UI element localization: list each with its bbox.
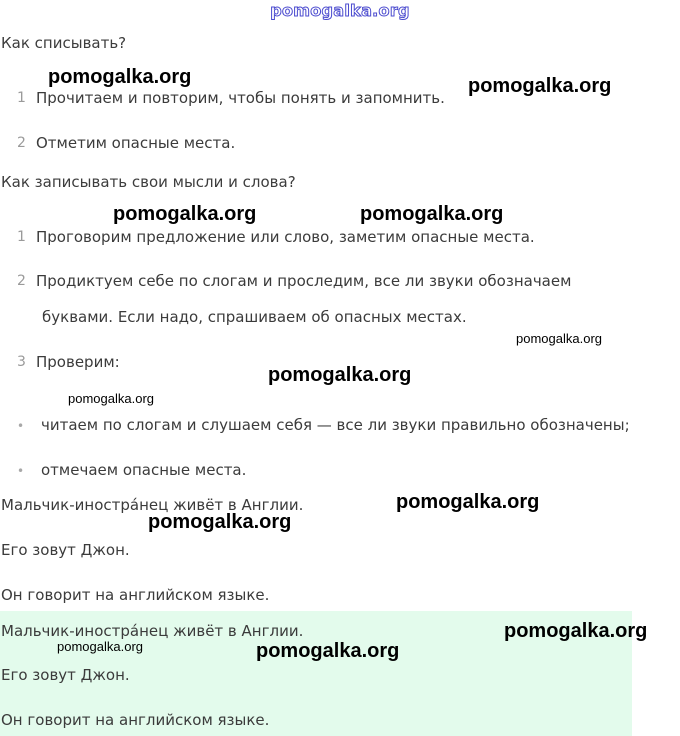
watermark: pomogalka.org	[268, 364, 412, 386]
section-heading-copying: Как списывать?	[1, 34, 127, 52]
step-number: 1	[17, 229, 26, 245]
watermark: pomogalka.org	[57, 639, 143, 654]
watermark: pomogalka.org	[68, 391, 154, 406]
watermark: pomogalka.org	[516, 331, 602, 346]
step-text-continued: буквами. Если надо, спрашиваем об опасных местах.	[42, 308, 467, 326]
highlight-text-line: Он говорит на английском языке.	[1, 711, 270, 729]
watermark: pomogalka.org	[113, 203, 257, 225]
step-text: Продиктуем себе по слогам и проследим, все ли звуки обозначаем	[36, 272, 572, 290]
section-heading-writing: Как записывать свои мысли и слова?	[1, 173, 296, 191]
watermark: pomogalka.org	[468, 75, 612, 97]
step-text: Отметим опасные места.	[36, 134, 236, 152]
step-number: 2	[17, 135, 26, 151]
watermark: pomogalka.org	[360, 203, 504, 225]
bullet-text: читаем по слогам и слушаем себя — все ли звуки правильно обозначены;	[41, 416, 630, 434]
bullet-text: отмечаем опасные места.	[41, 461, 247, 479]
watermark: pomogalka.org	[148, 511, 292, 533]
site-logo[interactable]: pomogalka.org	[270, 1, 410, 20]
highlight-text-line: Мальчик-иностра́нец живёт в Англии.	[1, 622, 304, 640]
highlight-text-line: Его зовут Джон.	[1, 666, 130, 684]
step-number: 1	[17, 90, 26, 106]
step-text: Прочитаем и повторим, чтобы понять и запомнить.	[36, 89, 445, 107]
step-number: 3	[17, 354, 26, 370]
step-text: Проговорим предложение или слово, заметим опасные места.	[36, 228, 535, 246]
step-number: 2	[17, 273, 26, 289]
text-line: Он говорит на английском языке.	[1, 586, 270, 604]
step-text: Проверим:	[36, 353, 120, 371]
watermark: pomogalka.org	[504, 620, 648, 642]
watermark: pomogalka.org	[256, 640, 400, 662]
watermark: pomogalka.org	[48, 66, 192, 88]
bullet-icon: •	[17, 464, 25, 478]
text-line: Его зовут Джон.	[1, 541, 130, 559]
bullet-icon: •	[17, 419, 25, 433]
text-line: Мальчик-иностра́нец живёт в Англии.	[1, 496, 304, 514]
watermark: pomogalka.org	[396, 491, 540, 513]
